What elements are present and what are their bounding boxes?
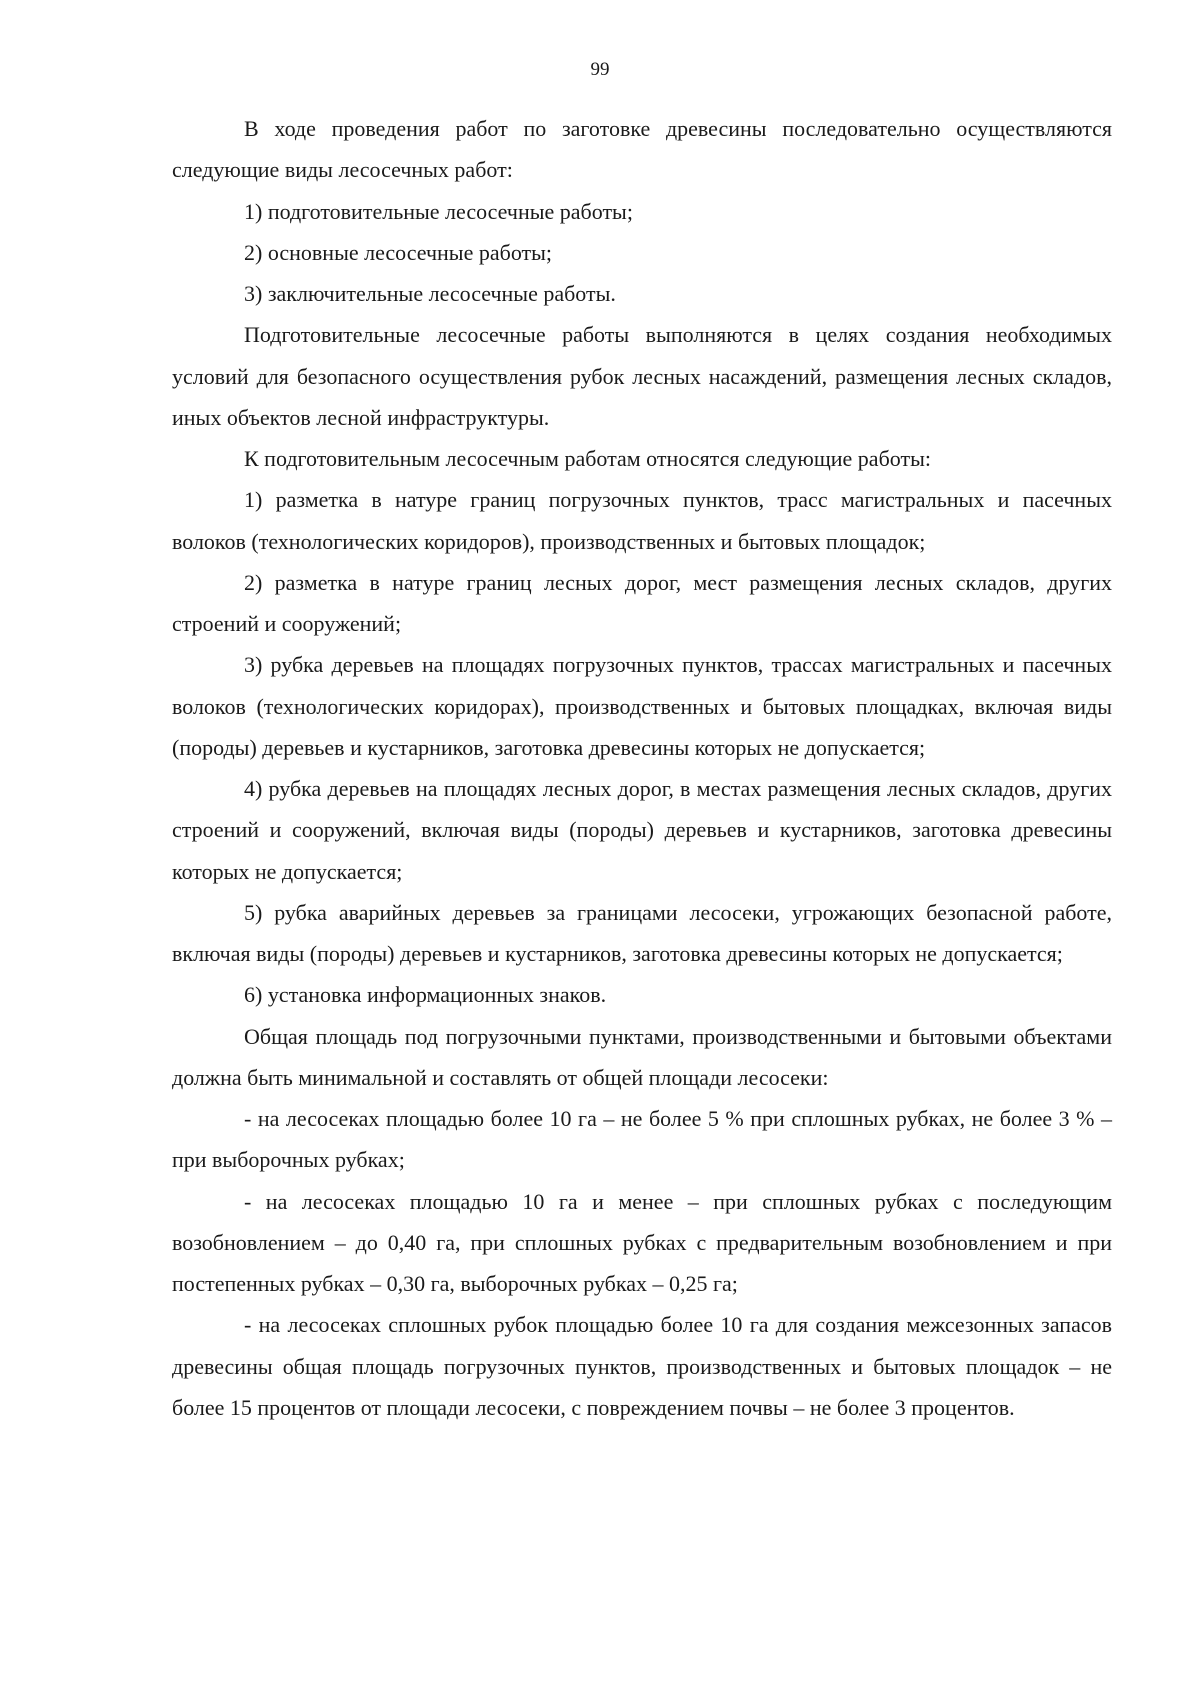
list-item: 3) рубка деревьев на площадях погрузочных пунктов, трассах магистральных и пасечных волоков (технологических коридорах), производственных и бытовых площадках, включая виды (породы) деревьев и кустарников, заготовка древесины которых не допускается;	[172, 652, 1112, 760]
page-number: 99	[590, 59, 610, 80]
list-item: 1) разметка в натуре границ погрузочных пунктов, трасс магистральных и пасечных волоков (технологических коридоров), производственных и бытовых площадок;	[172, 487, 1112, 554]
list-item: 1) подготовительные лесосечные работы;	[244, 198, 633, 224]
list-item: 2) основные лесосечные работы;	[244, 239, 553, 265]
list-item: 3) заключительные лесосечные работы.	[244, 281, 616, 306]
body-text	[172, 108, 1112, 1428]
list-item: - на лесосеках площадью 10 га и менее – при сплошных рубках с последующим возобновлением – до 0,40 га, при сплошных рубках с предварительным возобновлением и при постепенных рубках – 0,30 га, выборочных рубках – 0,25 га;	[172, 1188, 1112, 1296]
list-item: - на лесосеках площадью более 10 га – не более 5 % при сплошных рубках, не более 3 % – при выборочных рубках;	[172, 1106, 1112, 1173]
paragraph: К подготовительным лесосечным работам относятся следующие работы:	[244, 446, 931, 471]
paragraph: Общая площадь под погрузочными пунктами, производственными и бытовыми объектами должна быть минимальной и составлять от общей площади лесосеки:	[172, 1023, 1112, 1090]
paragraph: Подготовительные лесосечные работы выполняются в целях создания необходимых условий для безопасного осуществления рубок лесных насаждений, размещения лесных складов, иных объектов лесной инфраструктуры.	[172, 322, 1112, 430]
list-item: 2) разметка в натуре границ лесных дорог, мест размещения лесных складов, других строений и сооружений;	[172, 569, 1112, 636]
list-item: 5) рубка аварийных деревьев за границами лесосеки, угрожающих безопасной работе, включая виды (породы) деревьев и кустарников, заготовка древесины которых не допускается;	[172, 899, 1112, 966]
list-item: 4) рубка деревьев на площадях лесных дорог, в местах размещения лесных складов, других строений и сооружений, включая виды (породы) деревьев и кустарников, заготовка древесины которых не допускается;	[172, 776, 1112, 884]
list-item: - на лесосеках сплошных рубок площадью более 10 га для создания межсезонных запасов древесины общая площадь погрузочных пунктов, производственных и бытовых площадок – не более 15 процентов от площади лесосеки, с повреждением почвы – не более 3 процентов.	[172, 1312, 1112, 1420]
list-item: 6) установка информационных знаков.	[244, 982, 607, 1008]
paragraph: В ходе проведения работ по заготовке древесины последовательно осуществляются следующие виды лесосечных работ:	[172, 116, 1112, 183]
